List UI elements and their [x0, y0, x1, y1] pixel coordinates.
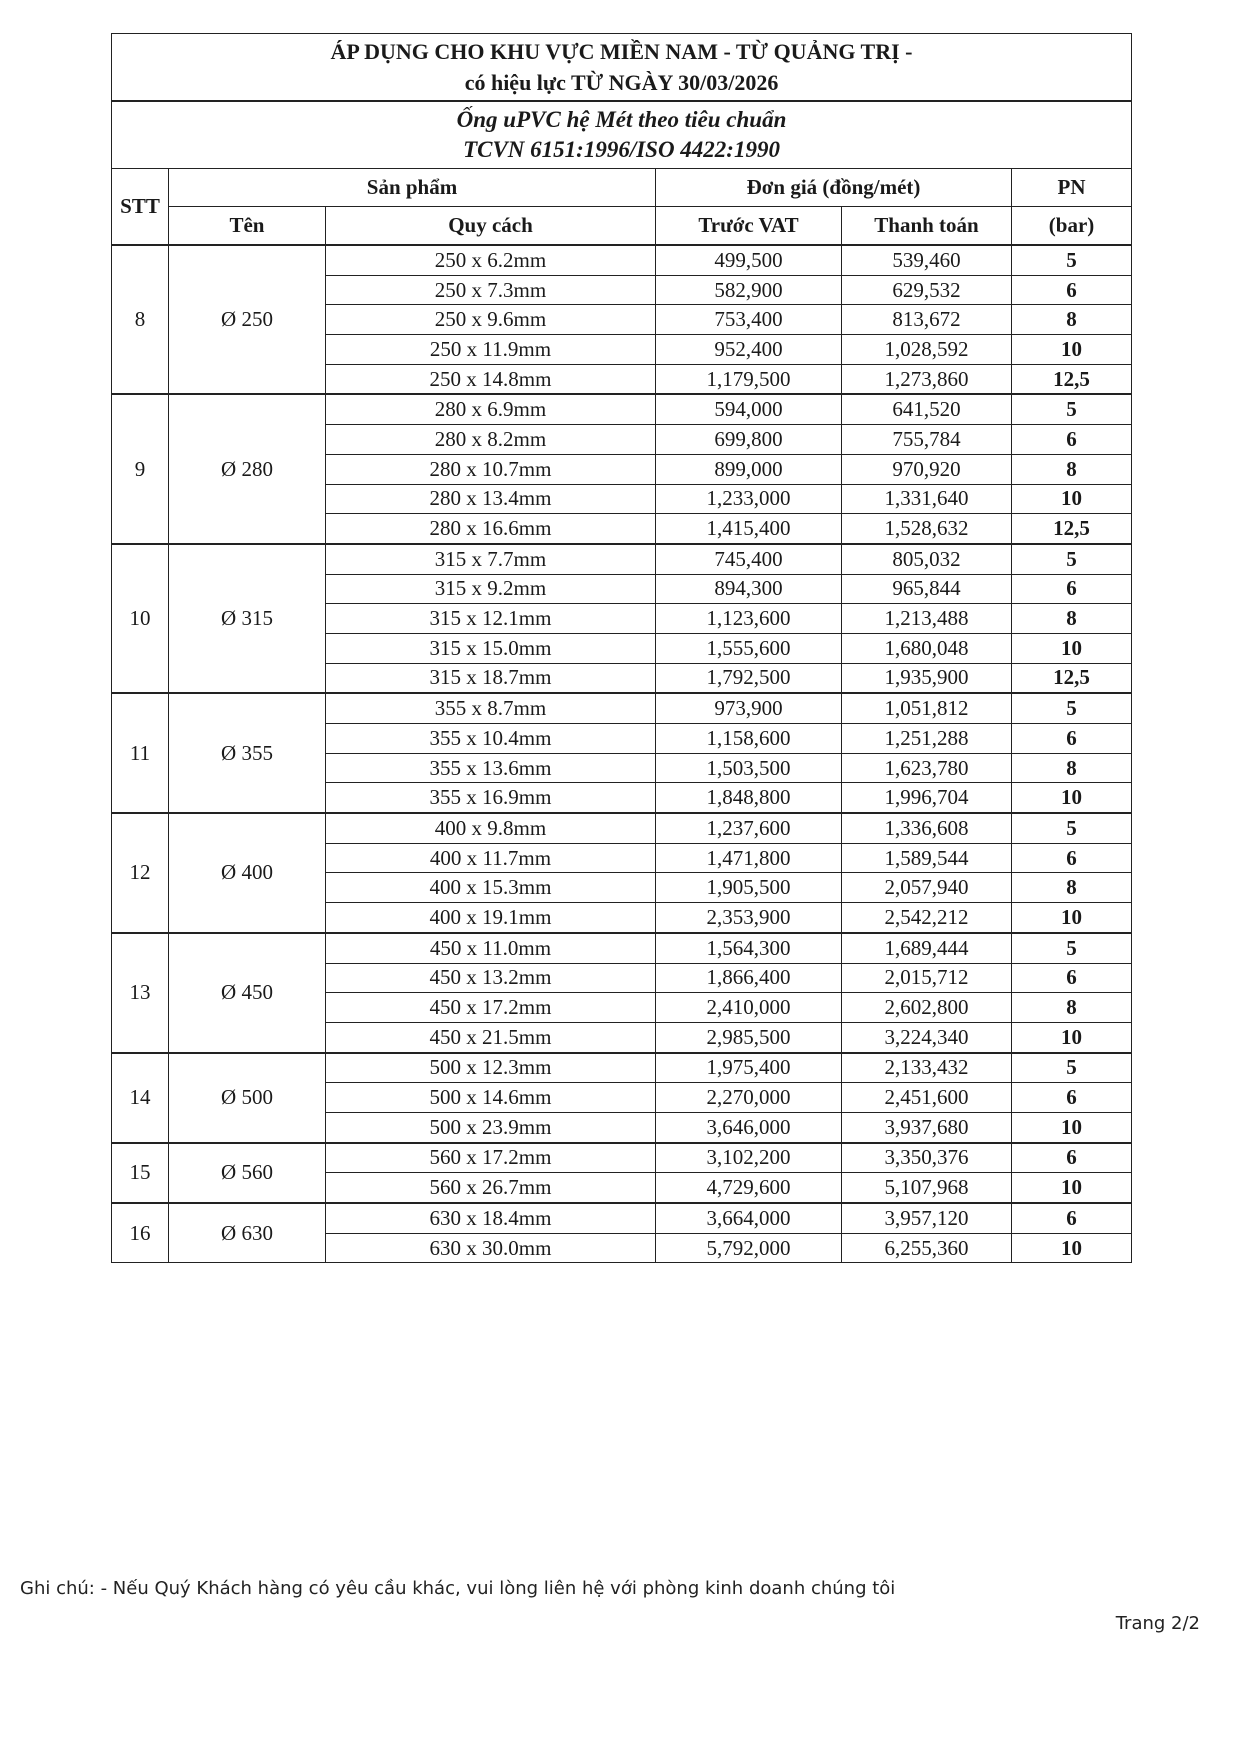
- pn-cell: 6: [1012, 574, 1132, 604]
- stt-cell: 9: [112, 394, 169, 543]
- spec-cell: 355 x 10.4mm: [326, 724, 656, 754]
- table-row: [112, 933, 1132, 963]
- col-header-before-vat: Trước VAT: [656, 207, 842, 246]
- pn-cell: 5: [1012, 933, 1132, 963]
- spec-cell: 355 x 8.7mm: [326, 693, 656, 723]
- spec-cell: 450 x 11.0mm: [326, 933, 656, 963]
- price-payment-cell: 1,996,704: [842, 783, 1012, 813]
- pn-cell: 5: [1012, 544, 1132, 574]
- price-before-vat-cell: 594,000: [656, 394, 842, 424]
- spec-cell: 315 x 12.1mm: [326, 604, 656, 634]
- price-before-vat-cell: 1,179,500: [656, 364, 842, 394]
- pn-cell: 10: [1012, 1022, 1132, 1052]
- pn-cell: 5: [1012, 394, 1132, 424]
- pn-cell: 10: [1012, 633, 1132, 663]
- price-payment-cell: 2,057,940: [842, 873, 1012, 903]
- spec-cell: 355 x 13.6mm: [326, 753, 656, 783]
- spec-cell: 500 x 14.6mm: [326, 1083, 656, 1113]
- subtitle-line-2: TCVN 6151:1996/ISO 4422:1990: [463, 137, 780, 162]
- spec-cell: 280 x 6.9mm: [326, 394, 656, 424]
- price-payment-cell: 1,028,592: [842, 335, 1012, 365]
- price-payment-cell: 755,784: [842, 425, 1012, 455]
- pn-cell: 8: [1012, 454, 1132, 484]
- price-payment-cell: 629,532: [842, 275, 1012, 305]
- price-before-vat-cell: 1,237,600: [656, 813, 842, 843]
- price-before-vat-cell: 952,400: [656, 335, 842, 365]
- price-before-vat-cell: 1,792,500: [656, 663, 842, 693]
- col-header-spec: Quy cách: [326, 207, 656, 246]
- price-before-vat-cell: 894,300: [656, 574, 842, 604]
- title-line-2: có hiệu lực TỪ NGÀY 30/03/2026: [464, 70, 779, 95]
- price-payment-cell: 813,672: [842, 305, 1012, 335]
- document-subtitle: [112, 101, 1132, 169]
- product-name-cell: Ø 315: [169, 544, 326, 693]
- price-payment-cell: 3,224,340: [842, 1022, 1012, 1052]
- col-header-name: Tên: [169, 207, 326, 246]
- price-before-vat-cell: 1,158,600: [656, 724, 842, 754]
- spec-cell: 250 x 7.3mm: [326, 275, 656, 305]
- price-table: [111, 33, 1132, 1263]
- spec-cell: 280 x 10.7mm: [326, 454, 656, 484]
- pn-cell: 10: [1012, 903, 1132, 933]
- price-payment-cell: 3,957,120: [842, 1203, 1012, 1233]
- price-payment-cell: 3,350,376: [842, 1143, 1012, 1173]
- price-before-vat-cell: 973,900: [656, 693, 842, 723]
- price-before-vat-cell: 2,410,000: [656, 993, 842, 1023]
- product-name-cell: Ø 450: [169, 933, 326, 1053]
- spec-cell: 250 x 14.8mm: [326, 364, 656, 394]
- spec-cell: 315 x 18.7mm: [326, 663, 656, 693]
- price-payment-cell: 1,623,780: [842, 753, 1012, 783]
- pn-cell: 8: [1012, 604, 1132, 634]
- stt-cell: 14: [112, 1053, 169, 1143]
- price-before-vat-cell: 745,400: [656, 544, 842, 574]
- price-payment-cell: 6,255,360: [842, 1233, 1012, 1263]
- price-before-vat-cell: 1,905,500: [656, 873, 842, 903]
- table-row: [112, 813, 1132, 843]
- footer-note: Ghi chú: - Nếu Quý Khách hàng có yêu cầu khác, vui lòng liên hệ với phòng kinh doanh chúng tôi: [20, 1578, 896, 1599]
- price-payment-cell: 1,589,544: [842, 843, 1012, 873]
- spec-cell: 315 x 7.7mm: [326, 544, 656, 574]
- stt-cell: 13: [112, 933, 169, 1053]
- col-header-pn: PN: [1012, 169, 1132, 207]
- document-title: [112, 34, 1132, 102]
- stt-cell: 16: [112, 1203, 169, 1263]
- pn-cell: 8: [1012, 993, 1132, 1023]
- price-payment-cell: 1,331,640: [842, 484, 1012, 514]
- subtitle-line-1: Ống uPVC hệ Mét theo tiêu chuẩn: [456, 107, 787, 132]
- price-before-vat-cell: 1,471,800: [656, 843, 842, 873]
- pn-cell: 10: [1012, 783, 1132, 813]
- pn-cell: 6: [1012, 275, 1132, 305]
- spec-cell: 500 x 12.3mm: [326, 1053, 656, 1083]
- spec-cell: 450 x 13.2mm: [326, 963, 656, 993]
- price-payment-cell: 2,133,432: [842, 1053, 1012, 1083]
- price-payment-cell: 1,528,632: [842, 514, 1012, 544]
- pn-cell: 8: [1012, 873, 1132, 903]
- spec-cell: 560 x 17.2mm: [326, 1143, 656, 1173]
- spec-cell: 400 x 9.8mm: [326, 813, 656, 843]
- pn-cell: 12,5: [1012, 514, 1132, 544]
- spec-cell: 400 x 11.7mm: [326, 843, 656, 873]
- spec-cell: 250 x 11.9mm: [326, 335, 656, 365]
- spec-cell: 355 x 16.9mm: [326, 783, 656, 813]
- price-payment-cell: 1,336,608: [842, 813, 1012, 843]
- pn-cell: 10: [1012, 335, 1132, 365]
- pn-cell: 5: [1012, 813, 1132, 843]
- spec-cell: 630 x 30.0mm: [326, 1233, 656, 1263]
- table-row: [112, 1143, 1132, 1173]
- col-header-stt: STT: [112, 169, 169, 246]
- pn-cell: 6: [1012, 724, 1132, 754]
- pn-cell: 8: [1012, 305, 1132, 335]
- spec-cell: 250 x 6.2mm: [326, 245, 656, 275]
- price-payment-cell: 3,937,680: [842, 1112, 1012, 1142]
- stt-cell: 12: [112, 813, 169, 933]
- col-header-pn-unit: (bar): [1012, 207, 1132, 246]
- spec-cell: 630 x 18.4mm: [326, 1203, 656, 1233]
- spec-cell: 315 x 9.2mm: [326, 574, 656, 604]
- pn-cell: 8: [1012, 753, 1132, 783]
- price-before-vat-cell: 1,555,600: [656, 633, 842, 663]
- price-before-vat-cell: 582,900: [656, 275, 842, 305]
- price-before-vat-cell: 753,400: [656, 305, 842, 335]
- pn-cell: 5: [1012, 245, 1132, 275]
- pn-cell: 6: [1012, 425, 1132, 455]
- stt-cell: 10: [112, 544, 169, 693]
- price-before-vat-cell: 3,102,200: [656, 1143, 842, 1173]
- spec-cell: 450 x 21.5mm: [326, 1022, 656, 1052]
- spec-cell: 560 x 26.7mm: [326, 1173, 656, 1203]
- pn-cell: 6: [1012, 1143, 1132, 1173]
- pn-cell: 12,5: [1012, 663, 1132, 693]
- price-payment-cell: 2,015,712: [842, 963, 1012, 993]
- spec-cell: 315 x 15.0mm: [326, 633, 656, 663]
- product-name-cell: Ø 355: [169, 693, 326, 813]
- price-before-vat-cell: 699,800: [656, 425, 842, 455]
- price-payment-cell: 805,032: [842, 544, 1012, 574]
- price-payment-cell: 1,680,048: [842, 633, 1012, 663]
- spec-cell: 500 x 23.9mm: [326, 1112, 656, 1142]
- price-payment-cell: 2,602,800: [842, 993, 1012, 1023]
- spec-cell: 280 x 13.4mm: [326, 484, 656, 514]
- price-payment-cell: 539,460: [842, 245, 1012, 275]
- price-payment-cell: 2,542,212: [842, 903, 1012, 933]
- price-before-vat-cell: 2,353,900: [656, 903, 842, 933]
- pn-cell: 10: [1012, 484, 1132, 514]
- price-payment-cell: 1,251,288: [842, 724, 1012, 754]
- product-name-cell: Ø 500: [169, 1053, 326, 1143]
- price-before-vat-cell: 1,564,300: [656, 933, 842, 963]
- spec-cell: 280 x 8.2mm: [326, 425, 656, 455]
- pn-cell: 10: [1012, 1173, 1132, 1203]
- page-number: Trang 2/2: [1115, 1613, 1200, 1634]
- table-row: [112, 245, 1132, 275]
- stt-cell: 11: [112, 693, 169, 813]
- product-name-cell: Ø 630: [169, 1203, 326, 1263]
- product-name-cell: Ø 280: [169, 394, 326, 543]
- price-payment-cell: 641,520: [842, 394, 1012, 424]
- price-payment-cell: 5,107,968: [842, 1173, 1012, 1203]
- price-before-vat-cell: 3,664,000: [656, 1203, 842, 1233]
- spec-cell: 250 x 9.6mm: [326, 305, 656, 335]
- price-before-vat-cell: 1,503,500: [656, 753, 842, 783]
- price-payment-cell: 2,451,600: [842, 1083, 1012, 1113]
- table-body: [112, 245, 1132, 1263]
- table-row: [112, 693, 1132, 723]
- table-row: [112, 544, 1132, 574]
- price-before-vat-cell: 4,729,600: [656, 1173, 842, 1203]
- pn-cell: 5: [1012, 693, 1132, 723]
- price-before-vat-cell: 499,500: [656, 245, 842, 275]
- spec-cell: 400 x 15.3mm: [326, 873, 656, 903]
- table-row: [112, 1203, 1132, 1233]
- price-before-vat-cell: 2,985,500: [656, 1022, 842, 1052]
- product-name-cell: Ø 250: [169, 245, 326, 394]
- col-header-price: Đơn giá (đồng/mét): [656, 169, 1012, 207]
- price-before-vat-cell: 1,233,000: [656, 484, 842, 514]
- pn-cell: 6: [1012, 1203, 1132, 1233]
- price-payment-cell: 1,273,860: [842, 364, 1012, 394]
- price-before-vat-cell: 1,866,400: [656, 963, 842, 993]
- price-before-vat-cell: 3,646,000: [656, 1112, 842, 1142]
- price-before-vat-cell: 2,270,000: [656, 1083, 842, 1113]
- price-payment-cell: 1,051,812: [842, 693, 1012, 723]
- pn-cell: 12,5: [1012, 364, 1132, 394]
- price-before-vat-cell: 1,123,600: [656, 604, 842, 634]
- stt-cell: 8: [112, 245, 169, 394]
- title-line-1: ÁP DỤNG CHO KHU VỰC MIỀN NAM - TỪ QUẢNG TRỊ -: [330, 39, 913, 64]
- price-before-vat-cell: 1,415,400: [656, 514, 842, 544]
- price-payment-cell: 1,213,488: [842, 604, 1012, 634]
- price-payment-cell: 965,844: [842, 574, 1012, 604]
- col-header-product: Sản phẩm: [169, 169, 656, 207]
- product-name-cell: Ø 560: [169, 1143, 326, 1203]
- price-before-vat-cell: 1,848,800: [656, 783, 842, 813]
- pn-cell: 6: [1012, 1083, 1132, 1113]
- spec-cell: 450 x 17.2mm: [326, 993, 656, 1023]
- spec-cell: 280 x 16.6mm: [326, 514, 656, 544]
- price-before-vat-cell: 5,792,000: [656, 1233, 842, 1263]
- pn-cell: 6: [1012, 843, 1132, 873]
- price-payment-cell: 970,920: [842, 454, 1012, 484]
- pn-cell: 6: [1012, 963, 1132, 993]
- price-payment-cell: 1,935,900: [842, 663, 1012, 693]
- pn-cell: 10: [1012, 1112, 1132, 1142]
- pn-cell: 10: [1012, 1233, 1132, 1263]
- table-row: [112, 1053, 1132, 1083]
- price-payment-cell: 1,689,444: [842, 933, 1012, 963]
- stt-cell: 15: [112, 1143, 169, 1203]
- col-header-payment: Thanh toán: [842, 207, 1012, 246]
- price-before-vat-cell: 1,975,400: [656, 1053, 842, 1083]
- spec-cell: 400 x 19.1mm: [326, 903, 656, 933]
- table-row: [112, 394, 1132, 424]
- price-before-vat-cell: 899,000: [656, 454, 842, 484]
- product-name-cell: Ø 400: [169, 813, 326, 933]
- pn-cell: 5: [1012, 1053, 1132, 1083]
